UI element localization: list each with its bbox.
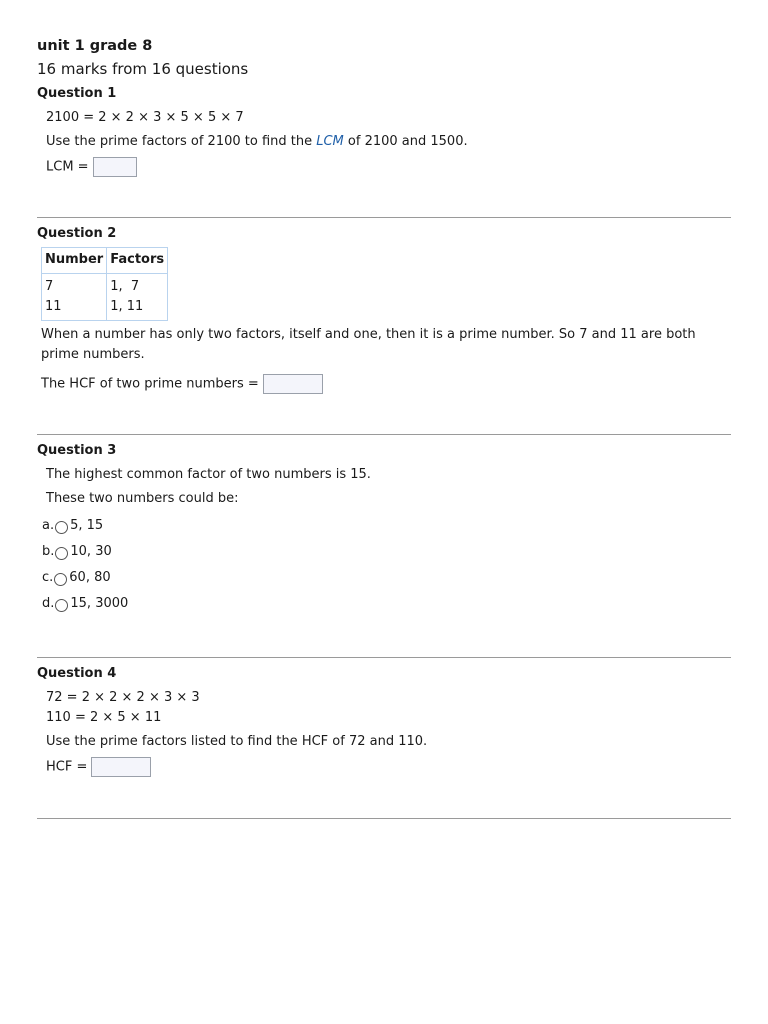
question-4-factorization-72: 72 = 2 × 2 × 2 × 3 × 3 — [46, 690, 200, 705]
question-2 — [37, 225, 731, 394]
lcm-answer-input[interactable] — [93, 157, 137, 177]
question-1-instruction-end: of 2100 and 1500. — [343, 134, 468, 149]
option-a-letter: a. — [42, 518, 55, 533]
question-2-answer-row — [37, 374, 731, 394]
option-c-radio[interactable] — [54, 573, 67, 586]
table-header-factors: Factors — [107, 248, 168, 274]
option-b-text: 10, 30 — [70, 544, 112, 559]
hcf-answer-input[interactable] — [91, 757, 151, 777]
table-row — [42, 274, 168, 298]
option-a-text: 5, 15 — [70, 518, 104, 533]
question-3-statement: The highest common factor of two numbers is 15. — [46, 467, 371, 482]
option-d-radio[interactable] — [55, 599, 68, 612]
divider — [37, 434, 731, 435]
question-1-instruction — [37, 133, 731, 151]
question-4-answer-row — [37, 757, 731, 777]
question-1 — [37, 85, 731, 177]
option-c[interactable] — [37, 569, 731, 587]
table-header-number: Number — [42, 248, 107, 274]
option-b-letter: b. — [42, 544, 55, 559]
quiz-marks-summary: 16 marks from 16 questions — [37, 60, 249, 78]
quiz-title: unit 1 grade 8 — [37, 38, 153, 54]
question-3 — [37, 442, 731, 613]
question-1-heading: Question 1 — [37, 86, 117, 101]
question-4-heading: Question 4 — [37, 666, 117, 681]
option-a-radio[interactable] — [55, 521, 68, 534]
option-b-radio[interactable] — [55, 547, 68, 560]
question-4-factorization-110: 110 = 2 × 5 × 11 — [46, 710, 162, 725]
table-cell: 7 — [42, 274, 107, 298]
question-1-answer-row — [37, 157, 731, 177]
option-c-letter: c. — [42, 570, 54, 585]
option-c-text: 60, 80 — [69, 570, 111, 585]
factors-table — [41, 247, 168, 321]
question-1-instruction-start: Use the prime factors of 2100 to find the — [46, 134, 317, 149]
table-cell: 1, 11 — [110, 299, 144, 314]
table-cell: 1, 7 — [110, 279, 140, 294]
option-d-letter: d. — [42, 596, 55, 611]
option-a[interactable] — [37, 517, 731, 535]
divider — [37, 818, 731, 819]
divider — [37, 217, 731, 218]
question-4 — [37, 665, 731, 777]
option-d-text: 15, 3000 — [70, 596, 129, 611]
lcm-answer-label: LCM = — [46, 159, 89, 175]
hcf-answer-label: HCF = — [46, 759, 88, 775]
question-1-factorization: 2100 = 2 × 2 × 3 × 5 × 5 × 7 — [46, 110, 244, 125]
hcf-prime-answer-input[interactable] — [263, 374, 323, 394]
option-d[interactable] — [37, 595, 731, 613]
divider — [37, 657, 731, 658]
table-cell: 11 — [42, 297, 107, 321]
question-3-heading: Question 3 — [37, 443, 117, 458]
question-3-prompt: These two numbers could be: — [46, 491, 239, 506]
quiz-page — [37, 36, 731, 819]
lcm-glossary-link[interactable]: LCM — [316, 134, 344, 149]
table-row — [42, 297, 168, 321]
option-b[interactable] — [37, 543, 731, 561]
question-4-instruction: Use the prime factors listed to find the HCF of 72 and 110. — [46, 734, 428, 749]
question-2-explanation: When a number has only two factors, itself and one, then it is a prime number. So 7 and 11 are both prime numbers. — [41, 327, 696, 362]
hcf-prime-answer-label: The HCF of two prime numbers = — [41, 376, 259, 392]
table-header-row — [42, 248, 168, 274]
question-2-heading: Question 2 — [37, 226, 117, 241]
